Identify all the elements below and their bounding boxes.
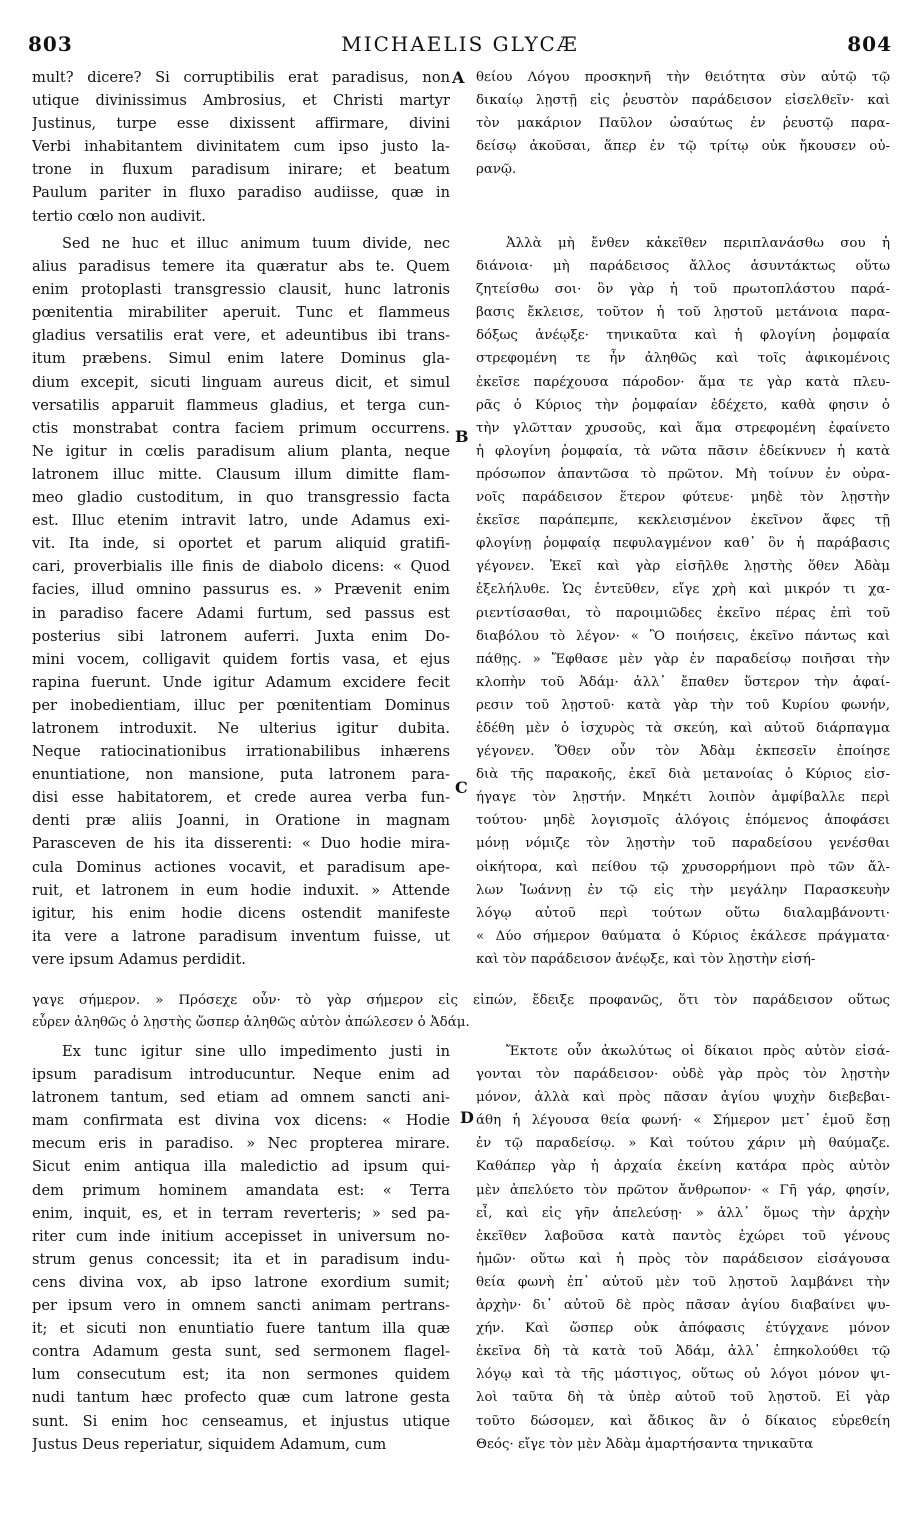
text-line: meo gladio custoditum, in quo transgressio facta [32,489,450,507]
text-line: πρόσωπον ἀπαντῶσα τὸ πρῶτον. Μὴ τοίνυν ἐν οὐρα- [476,466,890,482]
text-line: igitur, his enim hodie dicens ostendit manifeste [32,904,450,922]
text-line: latronem illuc mitte. Clausum illum dimitte flam- [32,465,450,483]
text-line: strum genus concessit; ita et in paradisum indu- [32,1250,450,1268]
text-line: Neque ratiocinationibus irrationabilibus inhærens [32,743,450,761]
latin-column-middle [32,232,450,971]
text-line: δείσῳ ἀκοῦσαι, ἅπερ ἐν τῷ τρίτῳ οὐκ ἤκουσεν οὐ- [476,139,890,155]
text-line: κλοπὴν τοῦ Ἀδάμ· ἀλλ᾽ ἔπαθεν ὕστερον τὴν ἀφαί- [476,674,890,690]
text-line: versatilis apparuit flammeus gladius, et terga cun- [32,396,450,414]
running-title: MICHAELIS GLYCÆ [341,32,579,56]
text-line: καὶ τὸν παράδεισον ἀνέῳξε, καὶ τὸν λῃστὴν εἰσή- [476,951,816,967]
text-line: mecum eris in paradiso. » Nec propterea mirare. [32,1135,450,1153]
text-line: latronem tantum, sed etiam ad omnem sancti ani- [32,1089,450,1107]
text-line: per inobedientiam, illuc per pœnitentiam Dominus [32,696,450,714]
text-line: Sed ne huc et illuc animum tuum divide, nec [62,235,450,252]
text-line: πάθῃς. » Ἔφθασε μὲν γὰρ ἐν παραδείσῳ ποιῆσαι τὴν [476,651,890,667]
greek-paragraph-1 [476,66,890,181]
text-line: Θεός· εἴγε τὸν μὲν Ἀδὰμ ἁμαρτήσαντα τηνικαῦτα [476,1436,814,1452]
text-line: vere ipsum Adamus perdidit. [32,950,246,968]
fullwidth-line-2: εὗρεν ἀληθῶς ὁ λῃστὴς ὥσπερ ἀληθῶς αὐτὸν ἀπώλεσεν ὁ Ἀδάμ. [32,1015,470,1030]
text-line: ἐν τῷ παραδείσῳ. » Καὶ τούτου χάριν μὴ θαύμαζε. [476,1136,890,1152]
text-line: tertio cœlo non audivit. [32,207,206,225]
text-line: alius paradisus temere ita quæratur abs te. Quem [32,258,450,276]
text-line: λόγῳ καὶ τὰ τῆς μάστιγος, οὕτως οὐ λόγοι μόνον ψι- [476,1367,890,1383]
text-line: gladius versatilis erat vere, et adeuntibus ibi trans- [32,327,450,345]
text-line: posterius sibi latronem auferri. Juxta enim Do- [32,627,450,645]
margin-marker-b: B [455,427,469,446]
text-line: Ne igitur in cœlis paradisum alium planta, neque [32,442,450,460]
latin-column-top [32,66,450,228]
text-line: ita vere a latrone paradisum inventum fuisse, ut [32,927,450,945]
text-line: βασις ἔκλεισε, τοῦτον ἡ τοῦ λῃστοῦ μετάνοια παρα- [476,305,890,321]
text-line: mult? dicere? Si corruptibilis erat paradisus, non [32,69,450,86]
text-line: Ἀλλὰ μὴ ἔνθεν κἀκεῖθεν περιπλανάσθω σου ἡ [506,236,890,251]
text-line: τὴν γλῶτταν χρυσοῦς, καὶ ἅμα στρεφομένη ἐφαίνετο [476,420,890,436]
text-line: νοῖς παράδεισον ἕτερον φύτευε· μηδὲ τὸν λῃστὴν [476,490,890,506]
text-line: itum præbens. Simul enim latere Dominus gla- [32,350,450,368]
text-line: cens divina vox, ab ipso latrone exordium sumit; [32,1273,450,1291]
text-line: rapina fuerunt. Unde igitur Adamum excidere fecit [32,673,450,691]
text-line: μόνῃ νόμιζε τὸν λῃστὴν τοῦ παραδείσου γενέσθαι [476,836,890,852]
text-line: λόγῳ αὐτοῦ περὶ τούτων οὕτω διαλαμβάνοντι· [476,905,890,921]
text-line: τὸν μακάριον Παῦλον ὡσαύτως ἐν ῥευστῷ παρα- [476,116,890,132]
text-line: γονται τὸν παράδεισον· οὐδὲ γὰρ πρὸς τὸν λῃστὴν [476,1067,890,1083]
text-line: sunt. Si enim hoc censeamus, et injustus utique [32,1412,450,1430]
text-line: cula Dominus actiones vocavit, et paradisum ape- [32,858,450,876]
text-line: mini vocem, colligavit quidem fortis vasa, et ejus [32,650,450,668]
text-line: Καθάπερ γὰρ ἡ ἀρχαία ἐκείνη κατάρα πρὸς αὐτὸν [476,1159,890,1175]
text-line: τούτου· μηδὲ λογισμοῖς ἀλόγοις ἑπόμενος ἀποφάσει [476,813,890,829]
text-line: ζητείσθω σοι· ὃν γὰρ ἡ τοῦ πρωτοπλάστου παρά- [476,282,890,298]
latin-paragraph-3 [32,1040,450,1456]
text-line: latronem introduxit. Ne ulterius igitur dubita. [32,719,450,737]
text-line: ἡ φλογίνη ῥομφαία, τὰ νῶτα πᾶσιν ἐδείκνυεν ἡ κατὰ [476,443,890,459]
fullwidth-greek-continuation [32,990,890,1034]
text-line: ruit, et latronem in eum hodie induxit. » Attende [32,881,450,899]
text-line: διαβόλου τὸ λέγον· « Ὃ ποιήσεις, ἐκεῖνο πάντως καὶ [476,628,890,644]
text-line: vit. Ita inde, si oportet et parum aliquid gratifi- [32,535,450,553]
text-line: dem primum hominem amandata est: « Terra [32,1181,450,1199]
text-line: Paulum pariter in fluxo paradiso audiisse, quæ in [32,184,450,202]
text-line: ἐδέθη μὲν ὁ ἰσχυρὸς τὰ σκεύη, καὶ αὐτοῦ διάρπαγμα [476,720,890,736]
text-line: οἰκήτορα, καὶ πείθου τῷ χρυσορρήμονι πρὸ τῶν ἄλ- [476,859,890,875]
text-line: it; et sicuti non enuntiatio fuere tantum illa quæ [32,1320,450,1338]
margin-marker-d: D [460,1108,474,1127]
text-line: nudi tantum hæc profecto quæ cum latrone gesta [32,1389,450,1407]
text-line: Parasceven de his ita disserenti: « Duo hodie mira- [32,835,450,853]
text-line: facies, illud omnino passurus es. » Prævenit enim [32,581,450,599]
text-line: διάνοια· μὴ παράδεισος ἄλλος ἀσυντάκτως οὕτω [476,259,890,275]
latin-paragraph-2 [32,232,450,971]
text-line: ctis monstrabat contra faciem primum occurrens. [32,419,450,437]
text-line: ριεντίσασθαι, τὸ παροιμιῶδες ἐκεῖνο πέρας ἐπὶ τοῦ [476,605,890,621]
text-line: φλογίνῃ ῥομφαίᾳ πεφυλαγμένον καθ᾽ ὃν ἡ παράβασις [476,536,890,552]
text-line: χήν. Καὶ ὥσπερ οὐκ ἀπόφασις ἐτύγχανε μόνον [476,1321,890,1337]
text-line: pœnitentia mirabiliter aperuit. Tunc et flammeus [32,304,450,322]
text-line: θείου Λόγου προσκηνῆ τὴν θειότητα σὺν αὐτῷ τῷ [476,70,890,85]
text-line: « Δύο σήμερον θαύματα ὁ Κύριος ἐκάλεσε πράγματα· [476,928,890,944]
text-line: lum consecutum est; ita non sermones quidem [32,1366,450,1384]
text-line: denti præ aliis Joanni, in Oratione in magnam [32,812,450,830]
fullwidth-line-1: γαγε σήμερον. » Πρόσεχε οὖν· τὸ γὰρ σήμερον εἰς εἰπών, ἔδειξε προφανῶς, ὅτι τὸν παράδεισον οὕτως [32,993,890,1008]
latin-column-bottom [32,1040,450,1456]
latin-paragraph-1 [32,66,450,228]
text-line: ρεσιν τοῦ λῃστοῦ· κατὰ γὰρ τὴν τοῦ Κυρίου φωνήν, [476,697,890,713]
text-line: Justus Deus reperiatur, siquidem Adamum, cum [32,1435,387,1453]
text-line: ἐκεῖσε παρέχουσα πάροδον· ἅμα τε γὰρ κατὰ πλευ- [476,374,890,390]
text-line: Verbi inhabitantem divinitatem cum ipso justo la- [32,138,450,156]
text-line: δικαίῳ λῃστῇ εἰς ῥευστὸν παράδεισον εἰσελθεῖν· καὶ [476,93,890,109]
text-line: Sicut enim antiqua illa maledictio ad ipsum qui- [32,1158,450,1176]
text-line: ἐκεῖνα δὴ τὰ κατὰ τοῦ Ἀδάμ, ἀλλ᾽ ἐπηκολούθει τῷ [476,1344,890,1360]
text-line: ἐκεῖσε παράπεμπε, κεκλεισμένον ἐκεῖνον ἄφες τῇ [476,513,890,529]
text-line: riter cum inde initium accepisset in universum no- [32,1227,450,1245]
margin-marker-c: C [455,778,468,797]
text-line: γέγονεν. Ἐκεῖ καὶ γὰρ εἰσῆλθε λῃστὴς ὅθεν Ἀδὰμ [476,559,890,575]
text-line: enim, inquit, es, et in terram reverteris; » sed pa- [32,1204,450,1222]
text-line: λοὶ ταῦτα δὴ τὰ ὑπὲρ αὐτοῦ τοῦ λῃστοῦ. Εἰ γὰρ [476,1390,890,1406]
text-line: Justinus, turpe esse dixissent affirmare, divini [32,115,450,133]
text-line: διὰ τῆς παρακοῆς, ἐκεῖ διὰ μετανοίας ὁ Κύριος εἰσ- [476,767,890,783]
text-line: Ex tunc igitur sine ullo impedimento justi in [62,1043,450,1060]
text-line: ipsum paradisum introducuntur. Neque enim ad [32,1066,450,1084]
text-line: μόνον, ἀλλὰ καὶ πρὸς πᾶσαν ἁγίου ψυχὴν διεβεβαι- [476,1090,890,1106]
text-line: δόξως ἀνέῳξε· τηνικαῦτα καὶ ἡ φλογίνη ῥομφαία [476,328,890,344]
margin-marker-a: A [452,68,465,87]
greek-paragraph-2 [476,232,890,971]
text-line: per ipsum vero in omnem sancti animam pertrans- [32,1297,450,1315]
text-line: enim protoplasti transgressio clausit, hunc latronis [32,281,450,299]
text-line: ήγαγε τὸν λῃστήν. Μηκέτι λοιπὸν ἀμφίβαλλε περὶ [476,790,890,806]
text-line: disi esse habitatorem, et crede aurea verba fun- [32,789,450,807]
text-line: enuntiatione, non mansione, puta latronem para- [32,766,450,784]
text-line: ρανῷ. [476,162,517,178]
text-line: utique divinissimus Ambrosius, et Christi martyr [32,92,450,110]
text-line: εἶ, καὶ εἰς γῆν ἀπελεύσῃ· » ἀλλ᾽ ὅμως τὴν ἀρχὴν [476,1205,890,1221]
text-line: ἀρχὴν· δι᾽ αὐτοῦ δὲ πρὸς πᾶσαν ἁγίου διαβαίνει ψυ- [476,1298,890,1314]
text-line: Ἔκτοτε οὖν ἀκωλύτως οἱ δίκαιοι πρὸς αὐτὸν εἰσά- [506,1044,890,1059]
text-line: λων Ἰωάννῃ ἐν τῷ εἰς τὴν μεγάλην Παρασκευὴν [476,882,890,898]
text-line: dium excepit, sicuti linguam aureus dicit, et simul [32,373,450,391]
text-line: τοῦτο δώσομεν, καὶ ἄδικος ἂν ὁ δίκαιος εὑρεθείη [476,1413,890,1429]
text-line: est. Illuc etenim intravit latro, unde Adamus exi- [32,512,450,530]
page-number-left: 803 [28,32,73,56]
text-line: γέγονεν. Ὅθεν οὖν τὸν Ἀδὰμ ἐκπεσεῖν ἐποίησε [476,744,890,760]
text-line: trone in fluxum paradisum inirare; et beatum [32,161,450,179]
greek-column-middle [476,232,890,971]
text-line: μὲν ἀπελύετο τὸν πρῶτον ἄνθρωπον· « Γῆ γάρ, φησίν, [476,1182,890,1198]
text-line: mam confirmata est divina vox dicens: « Hodie [32,1112,450,1130]
greek-paragraph-3 [476,1040,890,1456]
text-line: contra Adamum gesta sunt, sed sermonem flagel- [32,1343,450,1361]
text-line: ἐξελήλυθε. Ὡς ἐντεῦθεν, εἴγε χρὴ καὶ μικρόν τι χα- [476,582,890,598]
text-line: cari, proverbialis ille finis de diabolo dicens: « Quod [32,558,450,576]
greek-column-bottom [476,1040,890,1456]
text-line: άθη ἡ λέγουσα θεία φωνή· « Σήμερον μετ᾽ ἐμοῦ ἔσῃ [476,1113,890,1129]
page-number-right: 804 [847,32,892,56]
running-header [28,32,892,60]
text-line: ἐκεῖθεν λαβοῦσα κατὰ παντὸς ἐχώρει τοῦ γένους [476,1228,890,1244]
text-line: θεία φωνὴ ἐπ᾽ αὐτοῦ μὲν τοῦ λῃστοῦ λαμβάνει τὴν [476,1274,890,1290]
text-line: ρᾶς ὁ Κύριος τὴν ῥομφαίαν ἐδέχετο, καθὰ φησιν ὁ [476,397,890,413]
text-line: ἡμῶν· οὕτω καὶ ἡ πρὸς τὸν παράδεισον εἰσάγουσα [476,1251,890,1267]
text-line: στρεφομένη τε ἦν ἀληθῶς καὶ τοῖς ἀφικομένοις [476,351,890,367]
greek-column-top [476,66,890,181]
text-line: in paradiso facere Adami furtum, sed passus est [32,604,450,622]
